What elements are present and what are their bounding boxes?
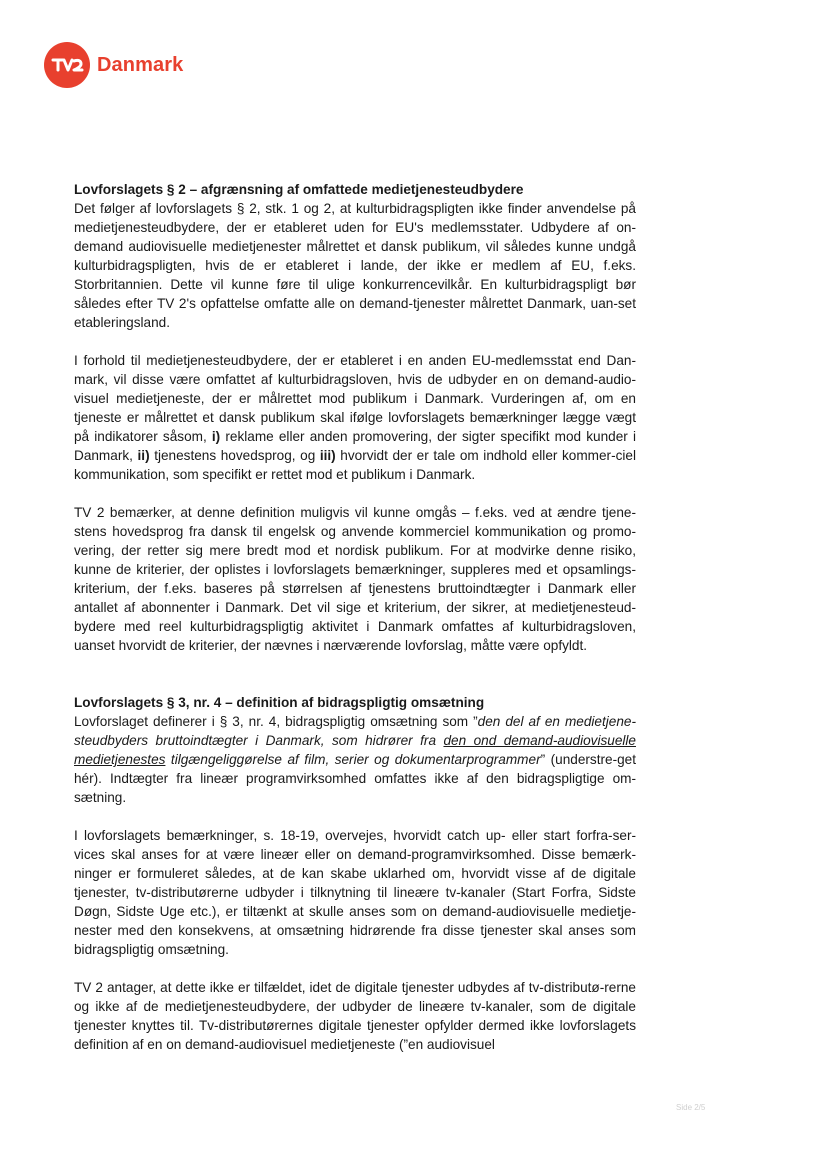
section-heading: Lovforslagets § 3, nr. 4 – definition af bidragspligtig omsætning	[74, 695, 485, 710]
section-heading: Lovforslagets § 2 – afgrænsning af omfattede medietjenesteudbydere	[74, 182, 524, 197]
list-marker: iii)	[319, 448, 336, 463]
paragraph-text: tjenestens hovedsprog, og	[149, 448, 320, 463]
document-body	[74, 180, 636, 1054]
logo-brand-text: Danmark	[97, 53, 184, 76]
paragraph	[74, 712, 636, 807]
tv2-logo	[44, 42, 183, 88]
list-marker: i)	[211, 429, 221, 444]
quote-underlined: den ond demand-audiovisuelle medietjenestes	[74, 733, 636, 767]
paragraph: I lovforslagets bemærkninger, s. 18-19, overvejes, hvorvidt catch up- eller start forfra-ser-vices skal anses for at være lineær eller on demand-programvirksomhed. Disse bemærk-ninger er formuleret således, at de kan skabe uklarhed om, hvorvidt visse af de digitale tjenester, tv-distributørerne udbyder i tilknytning til lineære tv-kanaler (Start Forfra, Sidste Døgn, Sidste Uge etc.), er tiltænkt at skulle anses som on demand-audiovisuelle medietje-nester med den konsekvens, at omsætning hidrørende fra disse tjenester skal anses som bidragspligtig omsætning.	[74, 828, 636, 957]
paragraph: Det følger af lovforslagets § 2, stk. 1 og 2, at kulturbidragspligten ikke finder anvendelse på medietjenesteudbydere, der er etableret uden for EU's medlemsstater. Udbydere af on-demand audiovisuelle medietjenester målrettet et dansk publikum, vil således kunne undgå kulturbidragspligten, hvis de er etableret i lande, der ikke er medlem af EU, f.eks. Storbritannien. Dette vil kunne føre til ulige konkurrencevilkår. En kulturbidragspligt bør således efter TV 2's opfattelse omfatte alle on demand-tjenester målrettet Danmark, uan-set etableringsland.	[74, 201, 636, 330]
tv2-logo-mark-icon	[44, 42, 90, 88]
paragraph-text: ” (understre-get hér). Indtægter fra lineær programvirksomhed omfattes ikke af den bidragspligtige om-sætning.	[74, 752, 636, 805]
list-marker: ii)	[137, 448, 150, 463]
tv2-wordmark-icon	[50, 56, 84, 74]
paragraph-text: hvorvidt der er tale om indhold eller kommer-ciel kommunikation, som specifikt er rettet mod et publikum i Danmark.	[74, 448, 637, 482]
page-number: Side 2/5	[676, 1103, 706, 1112]
quote-italic: den del af en medietjene-steudbyders bruttoindtægter i Danmark, som hidrører fra	[74, 714, 636, 748]
paragraph	[74, 351, 636, 484]
paragraph-text: I forhold til medietjenesteudbydere, der er etableret i en anden EU-medlemsstat end Dan-mark, vil disse være omfattet af kulturbidragsloven, hvis de udbyder en on demand-audio-visuel medietjeneste, der er målrettet mod publikum i Danmark. Vurderingen af, om en tjeneste er målrettet et dansk publikum skal ifølge lovforslagets bemærkninger lægge vægt på indikatorer såsom,	[74, 353, 636, 444]
paragraph: TV 2 antager, at dette ikke er tilfældet, idet de digitale tjenester udbydes af tv-distributø-rerne og ikke af de medietjenesteudbydere, der udbyder de lineære tv-kanaler, som de digitale tjenester knyttes til. Tv-distributørernes digitale tjenester opfylder dermed ikke lovforslagets definition af en on demand-audiovisuel medietjeneste (”en audiovisuel	[74, 980, 636, 1052]
paragraph-text: reklame eller anden promovering, der sigter specifikt mod kunder i Danmark,	[74, 429, 636, 463]
paragraph: TV 2 bemærker, at denne definition muligvis vil kunne omgås – f.eks. ved at ændre tjene-stens hovedsprog fra dansk til engelsk og anvende kommerciel kommunikation og promo-vering, der retter sig mere bredt mod et nordisk publikum. For at modvirke denne risiko, kunne de kriterier, der oplistes i lovforslagets bemærkninger, suppleres med et opsamlings-kriterium, der f.eks. baseres på størrelsen af tjenestens bruttoindtægter i Danmark eller antallet af abonnenter i Danmark. Det vil sige et kriterium, der sikrer, at medietjenesteud-bydere med reel kulturbidragspligtig aktivitet i Danmark omfattes af kulturbidragsloven, uanset hvorvidt de kriterier, der nævnes i nærværende lovforslag, måtte være opfyldt.	[74, 505, 636, 653]
quote-italic: tilgængeliggørelse af film, serier og dokumentarprogrammer	[165, 752, 541, 767]
paragraph-text: Lovforslaget definerer i § 3, nr. 4, bidragspligtig omsætning som ”	[74, 714, 478, 729]
